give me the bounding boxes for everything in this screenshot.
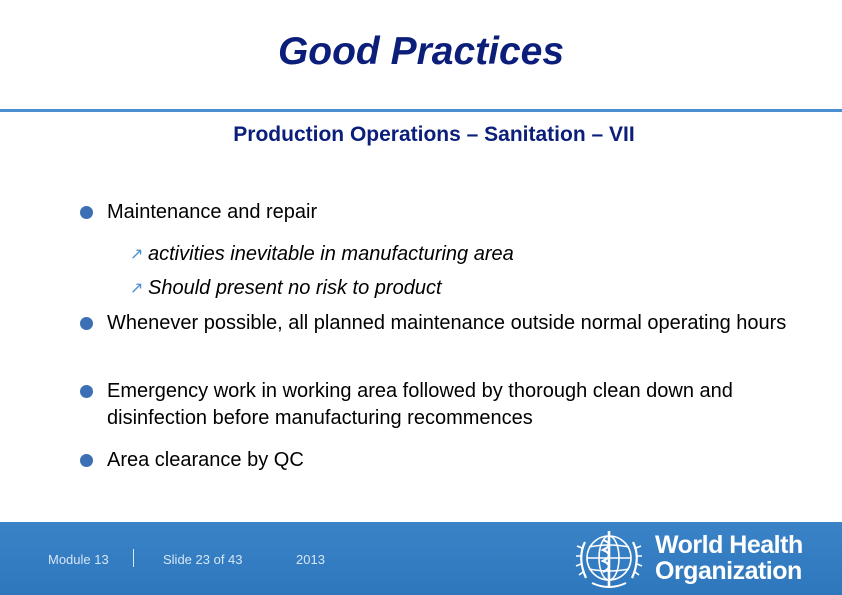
bullet-text: Whenever possible, all planned maintenance outside normal operating hours [107,312,787,334]
bullet-dot-icon [80,206,93,219]
footer-slide-number: Slide 23 of 43 [163,552,243,567]
slide-title: Good Practices [277,30,565,73]
bullet-dot-icon [80,317,93,330]
bullet-text: Emergency work in working area followed by thorough clean down and disinfection before manufacturing recommences [107,380,733,429]
bullet-dot-icon [80,454,93,467]
footer-year: 2013 [296,552,325,567]
footer-separator [133,549,134,567]
sub-bullet-text: Should present no risk to product [148,277,442,299]
sub-bullet-text: activities inevitable in manufacturing area [148,243,514,265]
bullet-text: Area clearance by QC [107,449,304,471]
arrow-icon: ↗ [130,280,144,297]
footer-bar [0,522,842,595]
title-divider [0,109,842,112]
who-logo [570,522,802,595]
footer-module: Module 13 [48,552,109,567]
slide-subtitle: Production Operations – Sanitation – VII [233,123,635,146]
who-name-line2: Organization [655,557,802,585]
who-emblem-icon [570,522,648,595]
bullet-dot-icon [80,385,93,398]
bullet-text: Maintenance and repair [107,201,318,223]
who-name-line1: World Health [655,531,803,559]
arrow-icon: ↗ [130,246,144,263]
